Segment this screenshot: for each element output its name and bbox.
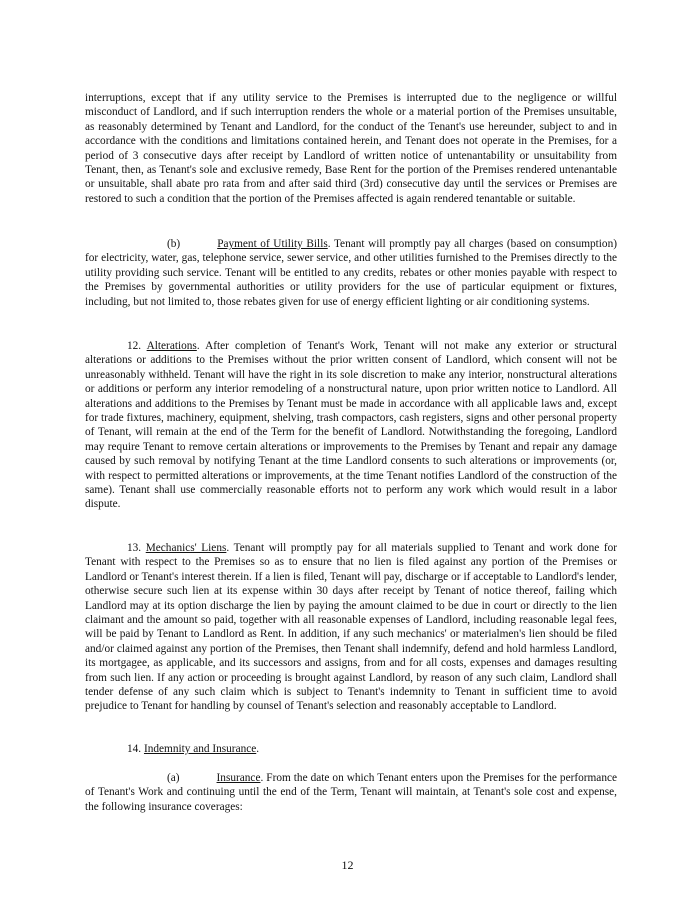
section-11b-heading: Payment of Utility Bills	[217, 238, 328, 250]
section-12-number: 12.	[127, 340, 142, 352]
page-number: 12	[341, 858, 354, 872]
section-14a-body: . From the date on which Tenant enters upon the Premises for the performance of Tenant's Work and continuing until the end of the Term, Tenant will maintain, at Tenant's sole cost and expense, the following insurance coverages:	[85, 772, 617, 813]
section-13-body: . Tenant will promptly pay for all materials supplied to Tenant and work done for Tenant with respect to the Premises so as to ensure that no lien is filed against any portion of the Premises or Landlord or Tenant's interest therein. If a lien is filed, Tenant will pay, discharge or if acceptable to Landlord's lender, otherwise secure such lien at its expense within 30 days after receipt by Tenant of notice thereof, failing which Landlord may at its option discharge the lien by paying the amount claimed to be due in court or directly to the lien claimant and the amount so paid, together with all reasonable expenses of Landlord, including reasonable legal fees, will be paid by Tenant to Landlord as Rent. In addition, if any such mechanics' or materialmen's lien should be filed and/or claimed against any portion of the Premises, then Tenant shall indemnify, defend and hold harmless Landlord, its mortgagee, as applicable, and its successors and assigns, from and for all costs, expenses and damages resulting from such lien. If any action or proceeding is brought against Landlord, by reason of any such claim, Landlord shall tender defense of any such claim which is subject to Tenant's indemnity to Tenant in sufficient time to avoid prejudice to Tenant for handling by counsel of Tenant's selection and reasonably acceptable to Landlord.	[85, 542, 617, 713]
section-13-number: 13.	[127, 542, 142, 554]
paragraph-insurance	[85, 771, 617, 814]
section-14a-label: (a)	[167, 772, 180, 784]
paragraph-payment-of-utility-bills	[85, 237, 617, 309]
section-14-number: 14.	[127, 743, 142, 755]
section-12-body: . After completion of Tenant's Work, Tenant will not make any exterior or structural alterations or additions to the Premises without the prior written consent of Landlord, which consent will not be unreasonably withheld. Tenant will have the right in its sole discretion to make any interior, nonstructural alterations or additions or perform any interior remodeling of a nonstructural nature, upon prior written notice to Landlord. All alterations and additions to the Premises by Tenant must be made in accordance with all applicable laws and, except for trade fixtures, machinery, equipment, shelving, trash compactors, cash registers, signs and other personal property of Tenant, will remain at the end of the Term for the benefit of Landlord. Notwithstanding the foregoing, Landlord may require Tenant to remove certain alterations or improvements to the Premises by Tenant and repair any damage caused by such removal by notifying Tenant at the time Landlord consents to such alterations or improvements (or, with respect to permitted alterations or improvements, at the time Tenant notifies Landlord of the construction of the same). Tenant shall use commercially reasonable efforts not to perform any work which would result in a labor dispute.	[85, 340, 617, 511]
section-11b-label: (b)	[167, 238, 181, 250]
paragraph-alterations	[85, 339, 617, 512]
section-13-heading: Mechanics' Liens	[145, 542, 227, 554]
section-12-heading: Alterations	[146, 340, 197, 352]
paragraph-utility-interruptions: interruptions, except that if any utility service to the Premises is interrupted due to the negligence or willful misconduct of Landlord, and if such interruption renders the whole or a material portion of the Premises unsuitable, as reasonably determined by Tenant and Landlord, for the conduct of the Tenant's use hereunder, subject to and in accordance with the conditions and limitations contained herein, and Tenant does not operate in the Premises, for a period of 3 consecutive days after receipt by Landlord of written notice of untenantability or unsuitability from Tenant, then, as Tenant's sole and exclusive remedy, Base Rent for the portion of the Premises rendered untenantable or unsuitable, shall abate pro rata from and after said third (3rd) consecutive day until the services or Premises are restored to such a condition that the portion of the Premises affected is again rendered tenantable or suitable.	[85, 92, 617, 205]
section-14a-heading: Insurance	[216, 772, 261, 784]
heading-indemnity-and-insurance: 14. Indemnity and Insurance.	[127, 743, 260, 755]
section-14-heading: Indemnity and Insurance	[143, 743, 257, 755]
section-11b-body: . Tenant will promptly pay all charges (based on consumption) for electricity, water, gas, telephone service, sewer service, and other utilities furnished to the Premises directly to the utility providing such service. Tenant will be entitled to any credits, rebates or other monies payable with respect to the Premises by governmental authorities or utility providers for the use of particular equipment or fixtures, including, but not limited to, those rebates given for use of energy efficient lighting or air conditioning systems.	[85, 238, 617, 308]
paragraph-mechanics-liens	[85, 541, 617, 714]
